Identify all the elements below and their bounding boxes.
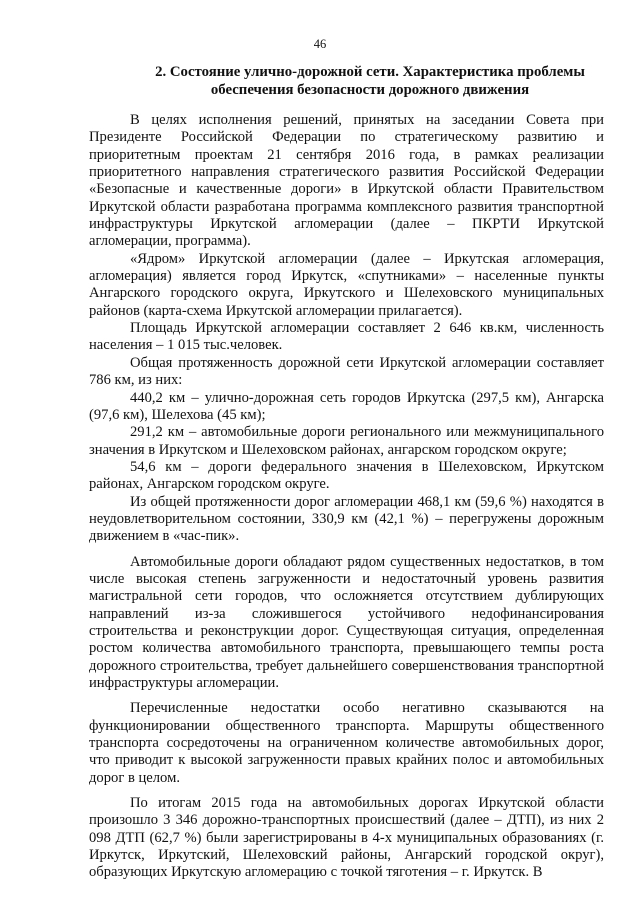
section-heading	[140, 64, 600, 99]
paragraph-program-intro: В целях исполнения решений, принятых на заседании Совета при Президенте Российской Федерации по стратегическому развитию и приоритетным проектам 21 сентября 2016 года, в рамках реализации приоритетного направления стратегического развития Российской Федерации «Безопасные и качественные дороги» в Иркутской области Правительством Иркутской области разработана программа комплексного развития транспортной инфраструктуры Иркутской агломерации (далее – ПКРТИ Иркутской агломерации, программа).	[89, 112, 604, 250]
paragraph-public-transport: Перечисленные недостатки особо негативно сказываются на функционировании общественного транспорта. Маршруты общественного транспорта сосредоточены на ограниченном количестве автомобильных дорог, что приводит к высокой загруженности правых крайних полос и автомобильных дорог в целом.	[89, 700, 604, 786]
paragraph-regional-roads: 291,2 км – автомобильные дороги регионального или межмуниципального значения в Иркутском и Шелеховском районах, ангарском городском округе;	[89, 424, 604, 458]
paragraph-agglomeration-core: «Ядром» Иркутской агломерации (далее – Иркутская агломерация, агломерация) является город Иркутск, «спутниками» – населенные пункты Ангарского городского округа, Иркутского и Шелеховского муниципальных районов (карта-схема Иркутской агломерации прилагается).	[89, 250, 604, 319]
section-heading-line-2: обеспечения безопасности дорожного движения	[210, 81, 530, 98]
section-heading-line-1: 2. Состояние улично-дорожной сети. Характеристика проблемы	[155, 64, 585, 80]
paragraph-city-road-network: 440,2 км – улично-дорожная сеть городов Иркутска (297,5 км), Ангарска (97,6 км), Шелехова (45 км);	[89, 389, 604, 423]
paragraph-federal-roads: 54,6 км – дороги федерального значения в Шелеховском, Иркутском районах, Ангарском городском округе.	[89, 458, 604, 493]
page-number: 46	[313, 37, 327, 51]
paragraph-area-population: Площадь Иркутской агломерации составляет 2 646 кв.км, численность населения – 1 015 тыс.человек.	[89, 320, 604, 354]
paragraph-road-condition: Из общей протяженности дорог агломерации 468,1 км (59,6 %) находятся в неудовлетворительном состоянии, 330,9 км (42,1 %) – перегружены дорожным движением в «час-пик».	[89, 493, 604, 545]
paragraph-accident-statistics: По итогам 2015 года на автомобильных дорогах Иркутской области произошло 3 346 дорожно-транспортных происшествий (далее – ДТП), из них 2 098 ДТП (62,7 %) были зарегистрированы в 4-х муниципальных образованиях (г. Иркутск, Иркутский, Шелеховский районы, Ангарский городской округ), образующих Иркутскую агломерацию с точкой тяготения – г. Иркутск. В	[89, 795, 604, 881]
paragraph-road-length-total: Общая протяженность дорожной сети Иркутской агломерации составляет 786 км, из них:	[89, 354, 604, 389]
document-body	[89, 112, 604, 882]
paragraph-road-shortcomings: Автомобильные дороги обладают рядом существенных недостатков, в том числе высокая степень загруженности и недостаточный уровень развития магистральной сети городов, что осложняется отсутствием дублирующих направлений из-за сложившегося устойчивого недофинансирования строительства и реконструкции дорог. Существующая ситуация, определенная ростом количества автомобильного транспорта, превышающего темпы роста дорожного строительства, требует дальнейшего совершенствования транспортной инфраструктуры агломерации.	[89, 553, 604, 691]
